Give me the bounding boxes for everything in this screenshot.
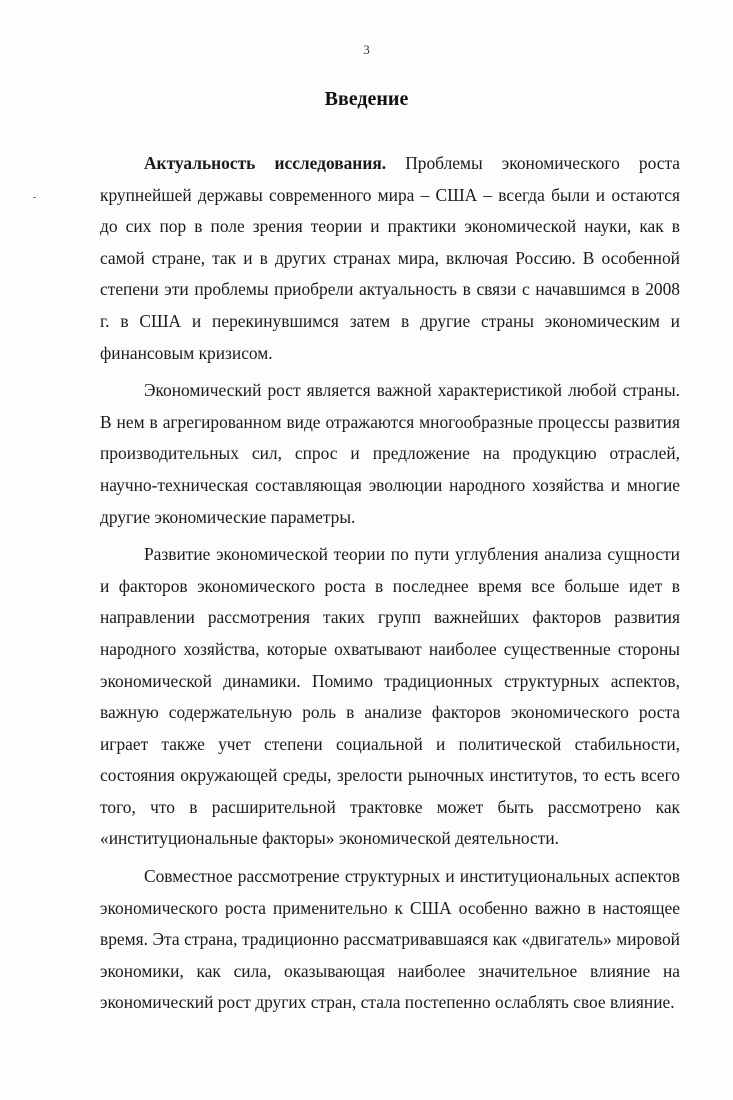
- paragraph-text: Развитие экономической теории по пути углубления анализа сущности и факторов экономического роста в последнее время все больше идет в направлении рассмотрения таких групп важнейших факторов развития народного хозяйства, которые охватывают наиболее существенные стороны экономической динамики. Помимо традиционных структурных аспектов, важную содержательную роль в анализе факторов экономического роста играет также учет степени социальной и политической стабильности, состояния окружающей среды, зрелости рыночных институтов, то есть всего того, что в расширительной трактовке может быть рассмотрено как «институциональные факторы» экономической деятельности.: [100, 544, 680, 849]
- paragraph-economic-theory: [100, 539, 680, 855]
- paragraph-text: Совместное рассмотрение структурных и институциональных аспектов экономического роста применительно к США особенно важно в настоящее время. Эта страна, традиционно рассматривавшаяся как «двигатель» мировой экономики, как сила, оказывающая наиболее значительное влияние на экономический рост других стран, стала постепенно ослаблять свое влияние.: [100, 866, 680, 1013]
- paragraph-text: Проблемы экономического роста крупнейшей державы современного мира – США – всегда были и остаются до сих пор в поле зрения теории и практики экономической науки, как в самой стране, так и в других странах мира, включая Россию. В особенной степени эти проблемы приобрели актуальность в связи с начавшимся в 2008 г. в США и перекинувшимся затем в другие страны экономическим и финансовым кризисом.: [100, 153, 680, 363]
- scan-mark: [33, 197, 36, 198]
- page-number: 3: [363, 42, 370, 57]
- body-text: [100, 148, 680, 1025]
- paragraph-relevance: [100, 148, 680, 369]
- paragraph-usa-aspects: [100, 861, 680, 1019]
- paragraph-text: Экономический рост является важной характеристикой любой страны. В нем в агрегированном виде отражаются многообразные процессы развития производительных сил, спрос и предложение на продукцию отраслей, научно-техническая составляющая эволюции народного хозяйства и многие другие экономические параметры.: [100, 380, 680, 527]
- page-title: Введение: [324, 88, 409, 110]
- paragraph-economic-growth: [100, 375, 680, 533]
- paragraph-lead: Актуальность исследования.: [144, 153, 387, 173]
